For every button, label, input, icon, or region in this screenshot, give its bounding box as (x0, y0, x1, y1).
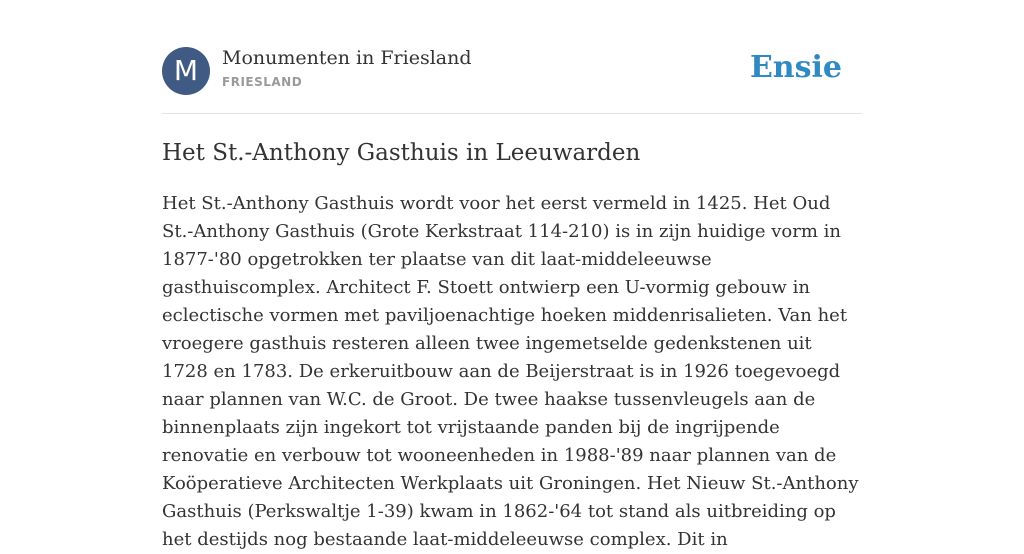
source-tag[interactable]: FRIESLAND (222, 75, 303, 89)
avatar[interactable]: M (162, 47, 210, 95)
article-header (162, 47, 862, 114)
ensie-logo[interactable]: Ensie (749, 50, 842, 85)
article-card (162, 47, 862, 554)
article-title: Het St.-Anthony Gasthuis in Leeuwarden (162, 140, 641, 166)
article-body: Het St.-Anthony Gasthuis wordt voor het eerst vermeld in 1425. Het Oud St.-Anthony Gasthuis (Grote Kerkstraat 114-210) is in zijn huidige vorm in 1877-'80 opgetrokken ter plaatse van dit laat-middeleeuwse gasthuiscomplex. Architect F. Stoett ontwierp een U-vormig gebouw in eclectische vormen met paviljoenachtige hoeken middenrisalieten. Van het vroegere gasthuis resteren alleen twee ingemetselde gedenkstenen uit 1728 en 1783. De erkeruitbouw aan de Beijerstraat is in 1926 toegevoegd naar plannen van W.C. de Groot. De twee haakse tussenvleugels aan de binnenplaats zijn ingekort tot vrijstaande panden bij de ingrijpende renovatie en verbouw tot wooneenheden in 1988-'89 naar plannen van de Koöperatieve Architecten Werkplaats uit Groningen. Het Nieuw St.-Anthony Gasthuis (Perkswaltje 1-39) kwam in 1862-'64 tot stand als uitbreiding op het destijds nog bestaande laat-middeleeuwse complex. Dit in (162, 193, 859, 550)
source-name[interactable]: Monumenten in Friesland (222, 47, 472, 69)
